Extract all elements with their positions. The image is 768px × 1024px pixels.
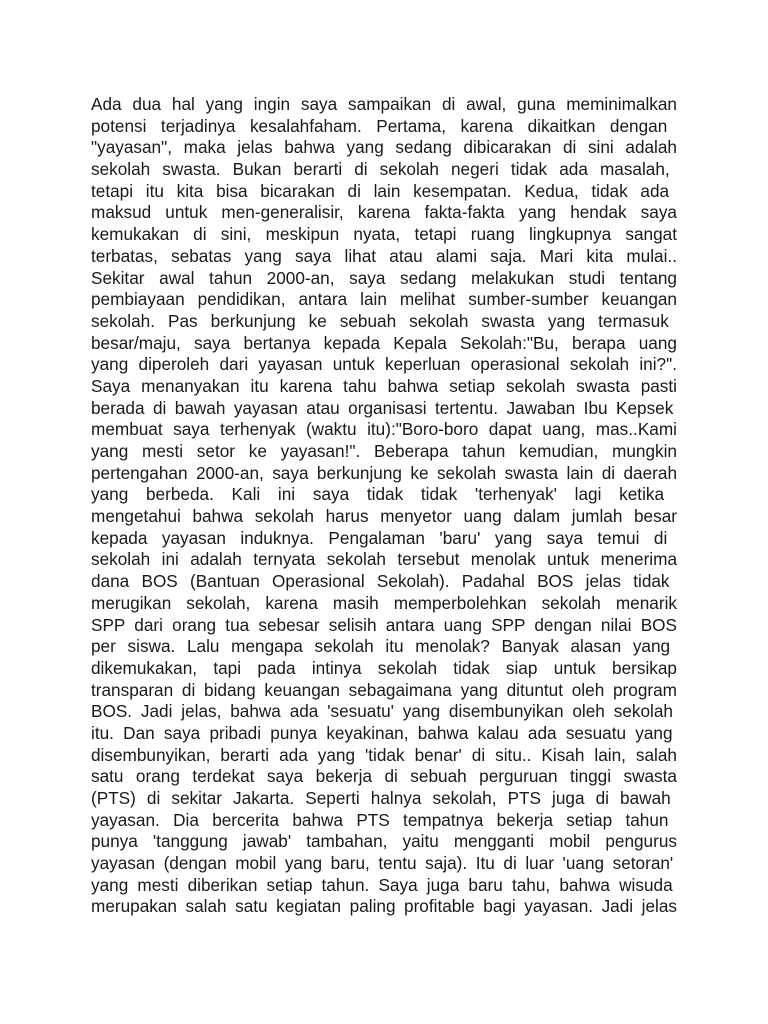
text-line: satu orang terdekat saya bekerja di sebuah perguruan tinggi swasta (91, 766, 677, 787)
text-line: per siswa. Lalu mengapa sekolah itu menolak? Banyak alasan yang (91, 636, 671, 657)
text-line: (PTS) di sekitar Jakarta. Seperti halnya sekolah, PTS juga di bawah (91, 788, 671, 808)
text-line: yang berbeda. Kali ini saya tidak tidak 'terhenyak' lagi ketika (91, 484, 665, 505)
text-line: berada di bawah yayasan atau organisasi tertentu. Jawaban Ibu Kepsek (91, 397, 674, 418)
text-line: membuat saya terhenyak (waktu itu):"Boro-boro dapat uang, mas..Kami (91, 419, 677, 440)
text-line: BOS. Jadi jelas, bahwa ada 'sesuatu' yang disembunyikan oleh sekolah (91, 701, 673, 722)
text-line: kepada yayasan induknya. Pengalaman 'baru' yang saya temui di (91, 527, 668, 548)
text-line: Sekitar awal tahun 2000-an, saya sedang melakukan studi tentang (91, 267, 677, 288)
text-line: Ada dua hal yang ingin saya sampaikan di awal, guna meminimalkan (91, 94, 677, 114)
text-line: yayasan (dengan mobil yang baru, tentu saja). Itu di luar 'uang setoran' (91, 853, 674, 874)
text-line: yang mesti diberikan setiap tahun. Saya juga baru tahu, bahwa wisuda (91, 874, 673, 895)
text-line: sekolah swasta. Bukan berarti di sekolah negeri tidak ada masalah, (91, 159, 670, 180)
text-line: sekolah ini adalah ternyata sekolah tersebut menolak untuk menerima (91, 549, 677, 570)
text-line: merugikan sekolah, karena masih memperbolehkan sekolah menarik (91, 592, 677, 613)
text-line: disembunyikan, berarti ada yang 'tidak benar' di situ.. Kisah lain, salah (91, 744, 677, 765)
text-line: maksud untuk men-generalisir, karena fakta-fakta yang hendak saya (91, 202, 677, 223)
text-line: terbatas, sebatas yang saya lihat atau alami saja. Mari kita mulai.. (91, 245, 677, 266)
text-line: kemukakan di sini, meskipun nyata, tetapi ruang lingkupnya sangat (91, 224, 677, 245)
body-text (91, 94, 677, 918)
text-line: "yayasan", maka jelas bahwa yang sedang dibicarakan di sini adalah (91, 137, 677, 158)
text-line: sekolah. Pas berkunjung ke sebuah sekolah swasta yang termasuk (91, 310, 669, 331)
text-line: SPP dari orang tua sebesar selisih antara uang SPP dengan nilai BOS (91, 614, 677, 635)
text-line: potensi terjadinya kesalahfaham. Pertama, karena dikaitkan dengan (91, 115, 668, 136)
text-line: dana BOS (Bantuan Operasional Sekolah). Padahal BOS jelas tidak (91, 571, 670, 592)
text-line: punya 'tanggung jawab' tambahan, yaitu mengganti mobil pengurus (91, 831, 677, 852)
text-line: yayasan. Dia bercerita bahwa PTS tempatnya bekerja setiap tahun (91, 809, 669, 830)
text-line: tetapi itu kita bisa bicarakan di lain kesempatan. Kedua, tidak ada (91, 180, 670, 201)
text-line: pertengahan 2000-an, saya berkunjung ke sekolah swasta lain di daerah (91, 462, 677, 483)
text-line: besar/maju, saya bertanya kepada Kepala Sekolah:"Bu, berapa uang (91, 332, 677, 353)
text-line: Saya menanyakan itu karena tahu bahwa setiap sekolah swasta pasti (91, 375, 677, 396)
text-line: mengetahui bahwa sekolah harus menyetor uang dalam jumlah besar (91, 506, 677, 527)
text-line: pembiayaan pendidikan, antara lain melihat sumber-sumber keuangan (91, 289, 677, 310)
text-line: yang mesti setor ke yayasan!". Beberapa tahun kemudian, mungkin (91, 441, 677, 461)
text-line: itu. Dan saya pribadi punya keyakinan, bahwa kalau ada sesuatu yang (91, 722, 673, 743)
text-line: dikemukakan, tapi pada intinya sekolah tidak siap untuk bersikap (91, 657, 677, 678)
text-line: transparan di bidang keuangan sebagaimana yang dituntut oleh program (91, 679, 677, 700)
text-line: yang diperoleh dari yayasan untuk keperluan operasional sekolah ini?". (91, 354, 677, 375)
text-line: merupakan salah satu kegiatan paling profitable bagi yayasan. Jadi jelas (91, 896, 677, 917)
